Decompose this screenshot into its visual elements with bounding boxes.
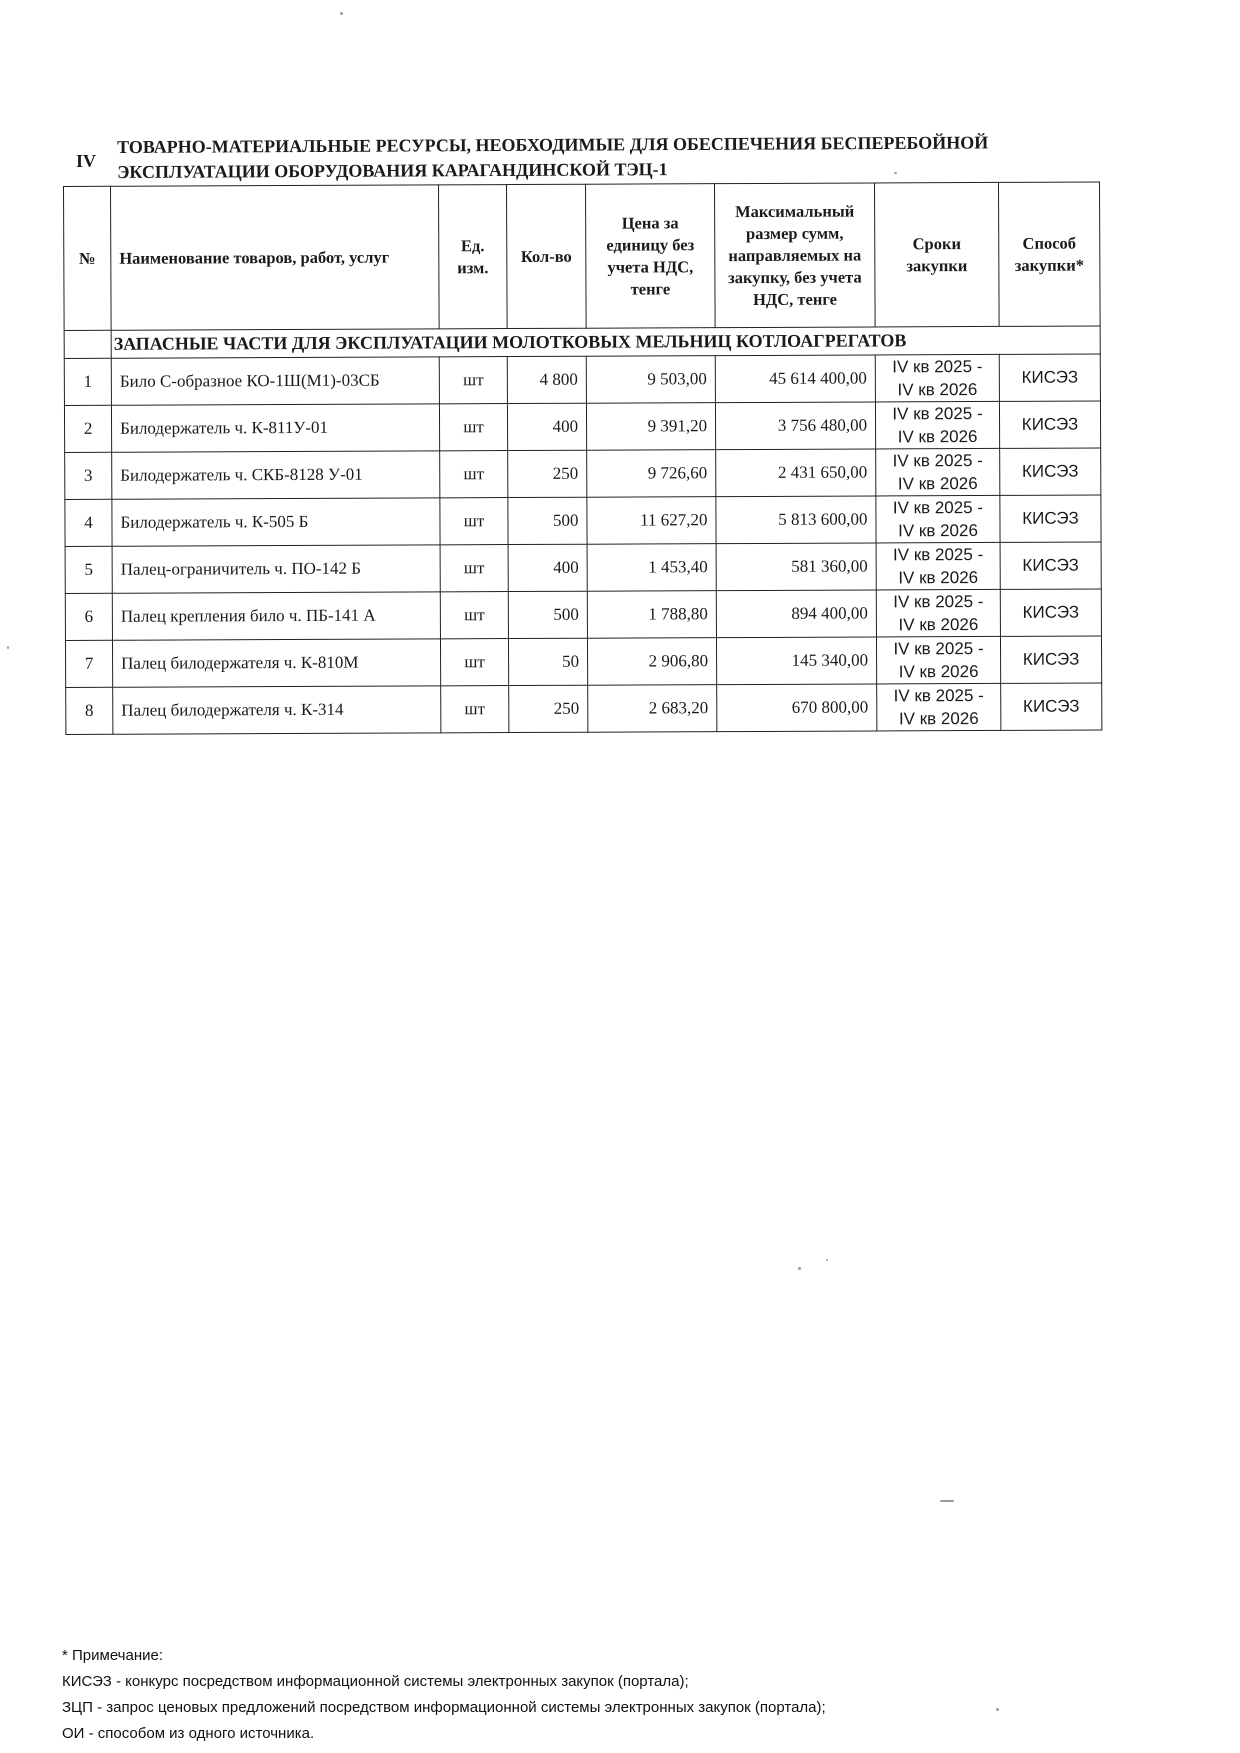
header-total: Максимальный размер сумм, направляемых на закупку, без учета НДС, тенге [714,183,875,328]
footnote-line: ОИ - способом из одного источника. [62,1725,315,1742]
footnote-line: КИСЭЗ - конкурс посредством информационной системы электронных закупок (портала); [62,1673,689,1690]
row-price: 9 391,20 [586,403,715,451]
row-unit: шт [440,639,508,686]
row-total: 894 400,00 [716,590,876,638]
row-name: Палец билодержателя ч. К-810М [112,639,440,687]
row-term-to: IV кв 2026 [898,521,978,541]
section-number: IV [76,151,97,171]
row-term-to: IV кв 2026 [898,615,979,635]
row-total: 581 360,00 [716,543,876,591]
row-price: 2 906,80 [587,638,716,686]
row-method: КИСЭЗ [1000,495,1101,542]
row-price: 9 726,60 [587,450,716,498]
row-qty: 400 [508,544,587,591]
row-total: 3 756 480,00 [715,402,875,450]
row-qty: 4 800 [507,356,586,403]
row-total: 2 431 650,00 [716,449,876,497]
group-title: ЗАПАСНЫЕ ЧАСТИ ДЛЯ ЭКСПЛУАТАЦИИ МОЛОТКОВЫХ МЕЛЬНИЦ КОТЛОАГРЕГАТОВ [111,326,1100,358]
row-method: КИСЭЗ [1000,542,1101,589]
row-price: 1 453,40 [587,544,716,592]
row-num: 1 [64,358,111,405]
row-unit: шт [439,404,507,451]
scan-speck [826,1259,828,1261]
row-qty: 500 [508,497,587,544]
row-name: Палец крепления било ч. ПБ-141 А [112,592,440,640]
row-price: 11 627,20 [587,497,716,545]
table-header-row [64,182,1101,331]
header-num: № [64,186,112,330]
row-num: 2 [64,405,111,452]
row-term-to: IV кв 2026 [898,568,979,588]
row-term-from: IV кв 2025 - [892,497,984,518]
row-term [876,542,1000,590]
scan-speck [7,646,9,649]
row-qty: 500 [508,591,587,638]
row-name: Билодержатель ч. СКБ-8128 У-01 [112,451,440,499]
row-method: КИСЭЗ [1001,683,1102,730]
row-term-from: IV кв 2025 - [892,356,983,377]
row-term-to: IV кв 2026 [898,709,979,729]
row-unit: шт [439,357,507,404]
row-unit: шт [440,545,508,592]
row-term [876,495,1000,543]
row-term-from: IV кв 2025 - [893,638,984,659]
row-unit: шт [440,451,508,498]
row-num: 4 [65,499,112,546]
table-row [65,636,1101,688]
row-total: 145 340,00 [716,637,876,685]
row-qty: 50 [508,638,587,685]
row-price: 9 503,00 [586,356,715,404]
row-num: 8 [66,687,113,734]
row-num: 3 [65,452,112,499]
row-term-to: IV кв 2026 [897,427,978,447]
section-title [117,130,1077,185]
row-num: 7 [65,640,112,687]
row-qty: 400 [507,403,586,450]
row-unit: шт [441,686,509,733]
row-term-from: IV кв 2025 - [893,685,984,706]
row-term-from: IV кв 2025 - [892,544,984,565]
row-unit: шт [440,592,508,639]
row-term-from: IV кв 2025 - [892,450,983,471]
scan-speck [798,1267,801,1270]
row-price: 2 683,20 [588,685,717,733]
procurement-table [63,181,1102,735]
table-row [66,683,1102,735]
table-row [65,589,1101,641]
row-term [875,354,999,402]
row-unit: шт [440,498,508,545]
row-name: Билодержатель ч. К-811У-01 [111,404,439,452]
scan-speck [996,1708,999,1711]
row-term [877,683,1001,731]
header-price: Цена за единицу без учета НДС, тенге [585,184,715,329]
row-term-from: IV кв 2025 - [893,591,984,612]
row-method: КИСЭЗ [1000,589,1101,636]
header-term: Сроки закупки [874,182,999,327]
row-term-from: IV кв 2025 - [892,403,983,424]
section-title-line-2: ЭКСПЛУАТАЦИИ ОБОРУДОВАНИЯ КАРАГАНДИНСКОЙ ТЭЦ-1 [117,159,668,182]
header-unit: Ед. изм. [438,185,507,329]
header-qty: Кол-во [506,184,586,328]
row-name: Билодержатель ч. К-505 Б [112,498,440,546]
table-row [64,401,1100,453]
row-total: 5 813 600,00 [716,496,876,544]
row-method: КИСЭЗ [999,354,1100,401]
row-num: 6 [65,593,112,640]
table-row [65,448,1101,500]
scan-speck [894,172,897,174]
row-price: 1 788,80 [587,591,716,639]
row-num: 5 [65,546,112,593]
row-name: Палец билодержателя ч. К-314 [113,686,441,734]
row-term [875,401,999,449]
row-qty: 250 [509,685,588,732]
row-term [876,636,1000,684]
table-row [65,495,1101,547]
row-term-to: IV кв 2026 [897,380,978,400]
row-total: 45 614 400,00 [715,355,875,403]
group-title-row [64,326,1100,359]
row-total: 670 800,00 [717,684,877,732]
row-method: КИСЭЗ [1000,448,1101,495]
row-name: Палец-ограничитель ч. ПО-142 Б [112,545,440,593]
table-row [65,542,1101,594]
table-row [64,354,1100,406]
row-term-to: IV кв 2026 [898,662,979,682]
row-name: Било С-образное КО-1Ш(М1)-03СБ [111,357,439,405]
section-title-line-1: ТОВАРНО-МАТЕРИАЛЬНЫЕ РЕСУРСЫ, НЕОБХОДИМЫЕ ДЛЯ ОБЕСПЕЧЕНИЯ БЕСПЕРЕБОЙНОЙ [117,132,989,157]
header-name: Наименование товаров, работ, услуг [111,185,440,330]
row-method: КИСЭЗ [999,401,1100,448]
scan-speck [340,12,343,15]
footnote-title: * Примечание: [62,1647,163,1664]
group-title-spacer [64,330,111,358]
scan-speck [940,1500,954,1502]
row-term [876,448,1000,496]
row-term-to: IV кв 2026 [897,474,978,494]
footnote-line: ЗЦП - запрос ценовых предложений посредством информационной системы электронных закупок (портала); [62,1699,826,1716]
row-method: КИСЭЗ [1000,636,1101,683]
row-qty: 250 [508,450,587,497]
footnote [62,1643,1162,1747]
header-method: Способ закупки* [998,182,1100,326]
row-term [876,589,1000,637]
